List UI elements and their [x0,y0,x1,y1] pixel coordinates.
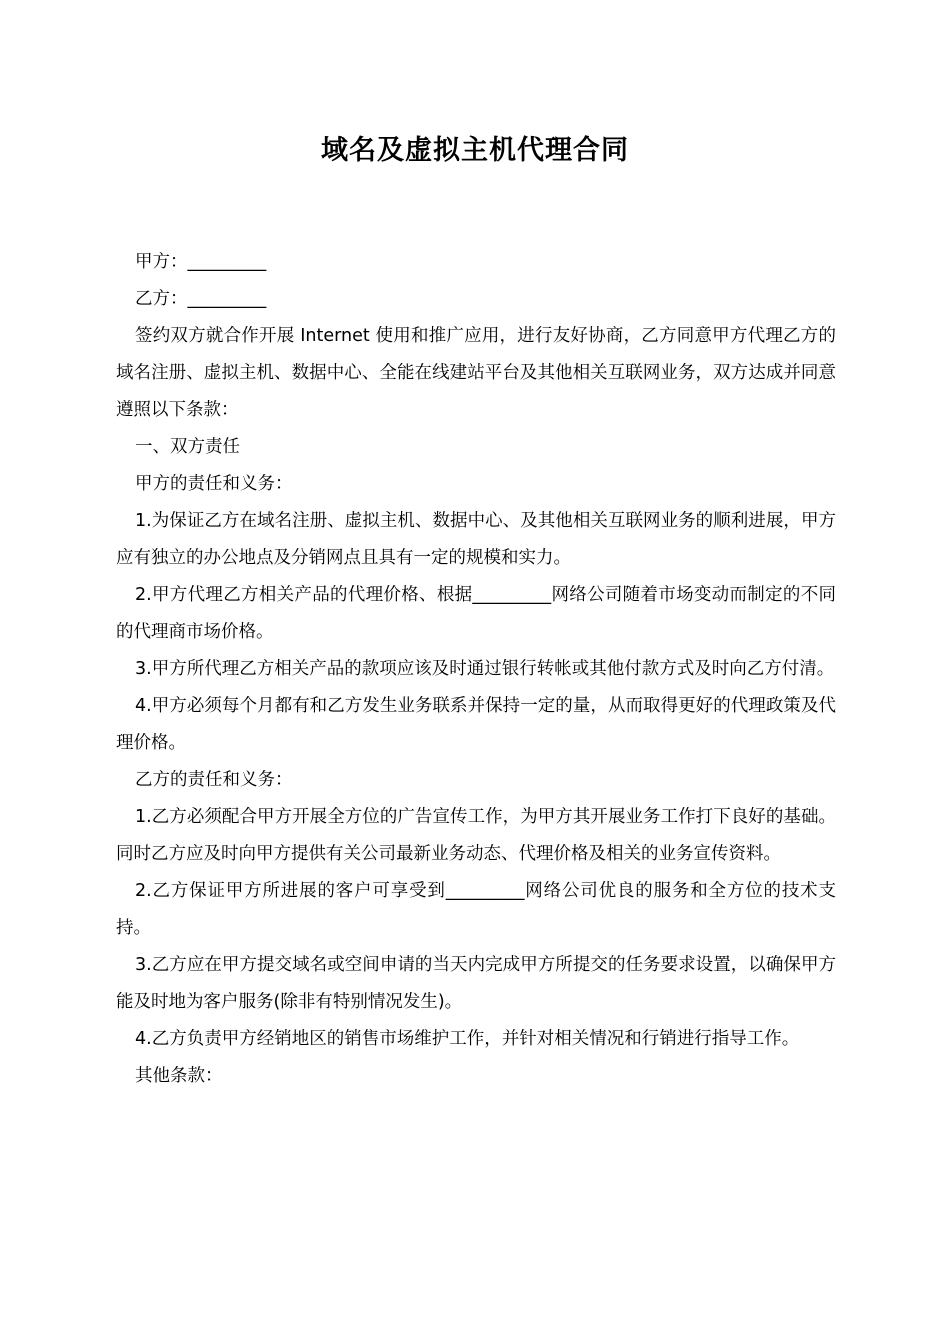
party-a-duty-1: 1.为保证乙方在域名注册、虚拟主机、数据中心、及其他相关互联网业务的顺利进展，甲方应有独立的办公地点及分销网点且具有一定的规模和实力。 [116,511,836,568]
party-a-duty-2: 2.甲方代理乙方相关产品的代理价格、根据_________网络公司随着市场变动而制定的不同的代理商市场价格。 [116,585,836,642]
party-b-duty-3: 3.乙方应在甲方提交域名或空间申请的当天内完成甲方所提交的任务要求设置，以确保甲方能及时地为客户服务(除非有特别情况发生)。 [116,955,836,1012]
party-b-line: 乙方：_________ [135,289,267,309]
party-a-duty-3: 3.甲方所代理乙方相关产品的款项应该及时通过银行转帐或其他付款方式及时向乙方付清。 [135,659,835,679]
document-title: 域名及虚拟主机代理合同 [321,135,629,166]
section-heading: 一、双方责任 [135,437,240,457]
party-b-duty-4: 4.乙方负责甲方经销地区的销售市场维护工作，并针对相关情况和行销进行指导工作。 [135,1029,800,1049]
document-body [116,244,836,1095]
party-a-duties-heading: 甲方的责任和义务： [135,474,293,494]
other-terms-heading: 其他条款： [135,1066,223,1086]
intro-paragraph: 签约双方就合作开展 Internet 使用和推广应用，进行友好协商，乙方同意甲方代理乙方的域名注册、虚拟主机、数据中心、全能在线建站平台及其他相关互联网业务，双方达成并同意遵照以下条款： [116,326,836,420]
party-b-duties-heading: 乙方的责任和义务： [135,770,293,790]
party-a-duty-4: 4.甲方必须每个月都有和乙方发生业务联系并保持一定的量，从而取得更好的代理政策及代理价格。 [116,696,836,753]
party-b-duty-2: 2.乙方保证甲方所进展的客户可享受到_________网络公司优良的服务和全方位的技术支持。 [116,881,836,938]
party-a-line: 甲方：_________ [135,252,267,272]
party-b-duty-1: 1.乙方必须配合甲方开展全方位的广告宣传工作，为甲方其开展业务工作打下良好的基础。同时乙方应及时向甲方提供有关公司最新业务动态、代理价格及相关的业务宣传资料。 [116,807,836,864]
